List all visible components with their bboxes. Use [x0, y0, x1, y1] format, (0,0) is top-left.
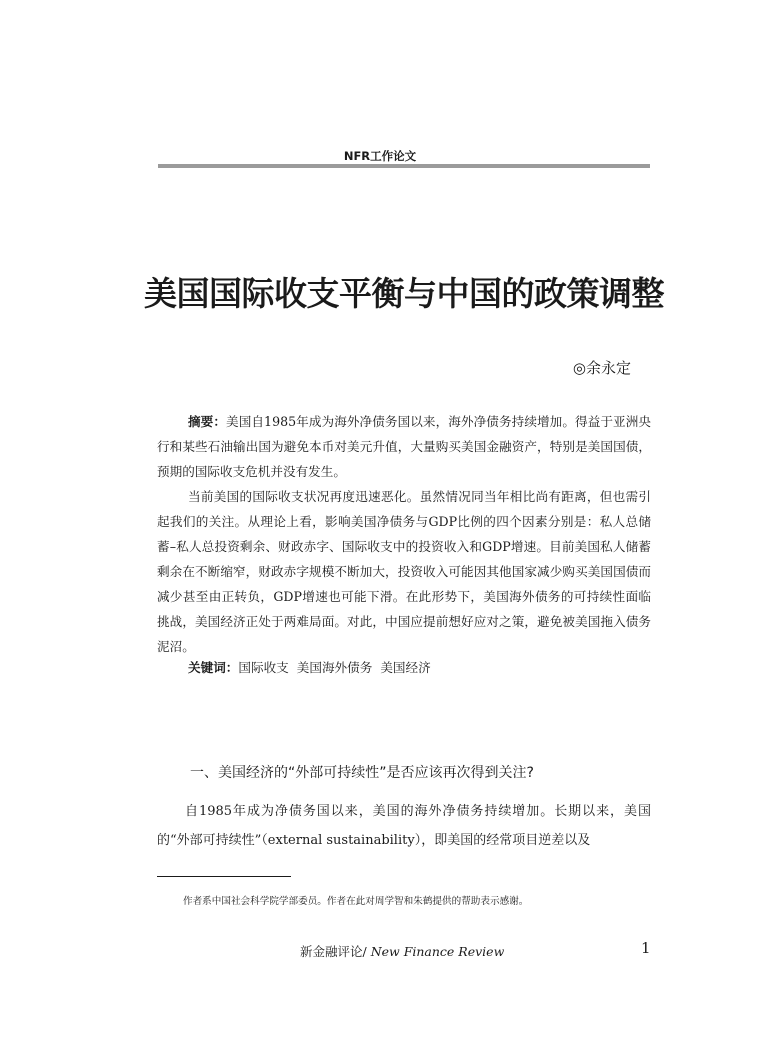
header-rule [158, 164, 650, 168]
journal-separator: / [362, 944, 371, 959]
footnote-rule [157, 876, 291, 877]
abstract-label: 摘要： [188, 414, 227, 429]
section-heading: 一、美国经济的“外部可持续性”是否应该再次得到关注? [190, 765, 534, 781]
keywords-label: 关键词： [188, 660, 239, 675]
body-paragraph: 自1985年成为净债务国以来，美国的海外净债务持续增加。长期以来，美国的“外部可持续性”（external sustainability），即美国的经常项目逆差以及 [157, 804, 651, 848]
journal-name-en: New Finance Review [370, 944, 505, 959]
page-number: 1 [641, 939, 651, 957]
running-header: NFR工作论文 [343, 149, 417, 163]
abstract-paragraph-1 [157, 409, 651, 484]
journal-name-cn: 新金融评论 [300, 944, 363, 959]
author: ◎余永定 [572, 359, 631, 377]
keywords [188, 655, 431, 680]
journal-footer [300, 942, 504, 960]
abstract-text-1: 美国自1985年成为海外净债务国以来，海外净债务持续增加。得益于亚洲央行和某些石油输出国为避免本币对美元升值，大量购买美国金融资产，特别是美国国债，预期的国际收支危机并没有发生。 [157, 414, 651, 479]
footnote: 作者系中国社会科学院学部委员。作者在此对周学智和朱鹤提供的帮助表示感谢。 [183, 896, 529, 907]
paper-title: 美国国际收支平衡与中国的政策调整 [144, 274, 664, 313]
keywords-text: 国际收支 美国海外债务 美国经济 [238, 660, 431, 675]
abstract-paragraph-2: 当前美国的国际收支状况再度迅速恶化。虽然情况同当年相比尚有距离，但也需引起我们的关注。从理论上看，影响美国净债务与GDP比例的四个因素分别是：私人总储蓄–私人总投资剩余、财政赤字、国际收支中的投资收入和GDP增速。目前美国私人储蓄剩余在不断缩窄，财政赤字规模不断加大，投资收入可能因其他国家减少购买美国国债而减少甚至由正转负，GDP增速也可能下滑。在此形势下，美国海外债务的可持续性面临挑战，美国经济正处于两难局面。对此，中国应提前想好应对之策，避免被美国拖入债务泥沼。 [157, 489, 651, 654]
